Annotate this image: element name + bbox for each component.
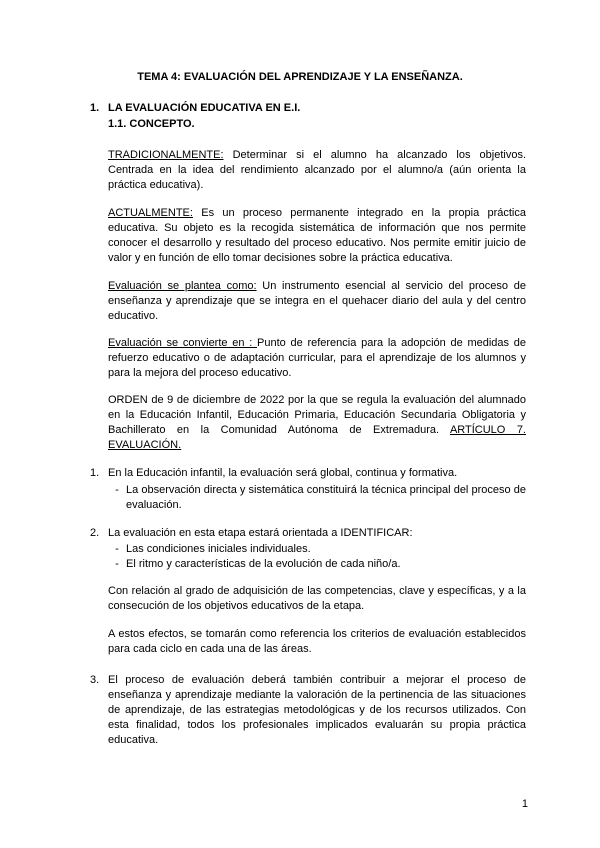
bullet-text: El ritmo y características de la evolución de cada niño/a. — [126, 558, 401, 570]
orden-article-ref: ARTÍCULO 7. EVALUACIÓN. — [108, 424, 526, 451]
document-title: TEMA 4: EVALUACIÓN DEL APRENDIZAJE Y LA ENSEÑANZA. — [137, 71, 463, 83]
paragraph-text: Un instrumento esencial al servicio del proceso de enseñanza y aprendizaje que se integra en el quehacer diario del aula y del centro educativo. — [108, 280, 526, 322]
paragraph-efectos: A estos efectos, se tomarán como referencia los criterios de evaluación establecidos para cada ciclo en cada una de las áreas. — [108, 628, 526, 655]
subsection-heading: 1.1. CONCEPTO. — [108, 118, 195, 130]
paragraph-text: Punto de referencia para la adopción de medidas de refuerzo educativo o de adaptación curricular, para el aprendizaje de los alumnos y para la mejora del proceso educativo. — [108, 337, 526, 379]
paragraph-actualmente — [108, 206, 526, 266]
list-item-text: El proceso de evaluación deberá también contribuir a mejorar el proceso de enseñanza y aprendizaje mediante la valoración de la pertinencia de las situaciones de aprendizaje, de las estrategias metodológicas y de los recursos utilizados. Con esta finalidad, todos los profesionales implicados evaluarán su propia práctica educativa. — [108, 674, 526, 746]
list-item-text: En la Educación infantil, la evaluación será global, continua y formativa. — [108, 467, 458, 479]
paragraph-lead: TRADICIONALMENTE: — [108, 149, 224, 161]
paragraph-convierte — [108, 336, 526, 381]
list-item-number: 1. — [90, 467, 100, 479]
dash-bullet: - — [115, 543, 119, 555]
bullet-item — [108, 557, 526, 572]
list-item — [90, 466, 526, 513]
bullet-item — [108, 483, 526, 513]
list-item — [90, 673, 526, 748]
paragraph-lead: Evaluación se plantea como: — [108, 280, 257, 292]
dash-bullet: - — [115, 484, 119, 496]
list-item — [90, 526, 526, 572]
bullet-text: La observación directa y sistemática constituirá la técnica principal del proceso de evaluación. — [126, 484, 526, 511]
bullet-text: Las condiciones iniciales individuales. — [126, 543, 311, 555]
list-item-text: La evaluación en esta etapa estará orientada a IDENTIFICAR: — [108, 527, 413, 539]
paragraph-orden — [108, 393, 526, 453]
paragraph-text: Es un proceso permanente integrado en la propia práctica educativa. Su objeto es la recogida sistemática de información que nos permite conocer el desarrollo y resultado del proceso educativo. Nos permite emitir juicio de valor y en función de ello tomar decisiones sobre la práctica educativa. — [108, 207, 526, 264]
list-item-number: 2. — [90, 527, 100, 539]
page-number: 1 — [521, 798, 528, 810]
paragraph-plantea — [108, 279, 526, 324]
dash-bullet: - — [115, 558, 119, 570]
paragraph-relacion: Con relación al grado de adquisición de las competencias, clave y específicas, y a la consecución de los objetivos educativos de la etapa. — [108, 585, 526, 612]
section-heading — [90, 101, 300, 116]
list-item-number: 3. — [90, 674, 100, 686]
paragraph-lead: Evaluación se convierte en : — [108, 337, 257, 349]
section-number: 1. — [90, 102, 100, 114]
paragraph-tradicionalmente — [108, 148, 526, 193]
section-label: LA EVALUACIÓN EDUCATIVA EN E.I. — [108, 102, 301, 114]
bullet-item — [108, 542, 526, 557]
orden-text: ORDEN de 9 de diciembre de 2022 por la que se regula la evaluación del alumnado en la Educación Infantil, Educación Primaria, Educación Secundaria Obligatoria y Bachillerato en la Comunidad Autónoma de Extremadura. — [108, 394, 526, 436]
paragraph-text: Determinar si el alumno ha alcanzado los objetivos. Centrada en la idea del rendimiento alcanzado por el alumno/a (aún orienta la práctica educativa). — [108, 149, 526, 191]
paragraph-lead: ACTUALMENTE: — [108, 207, 193, 219]
